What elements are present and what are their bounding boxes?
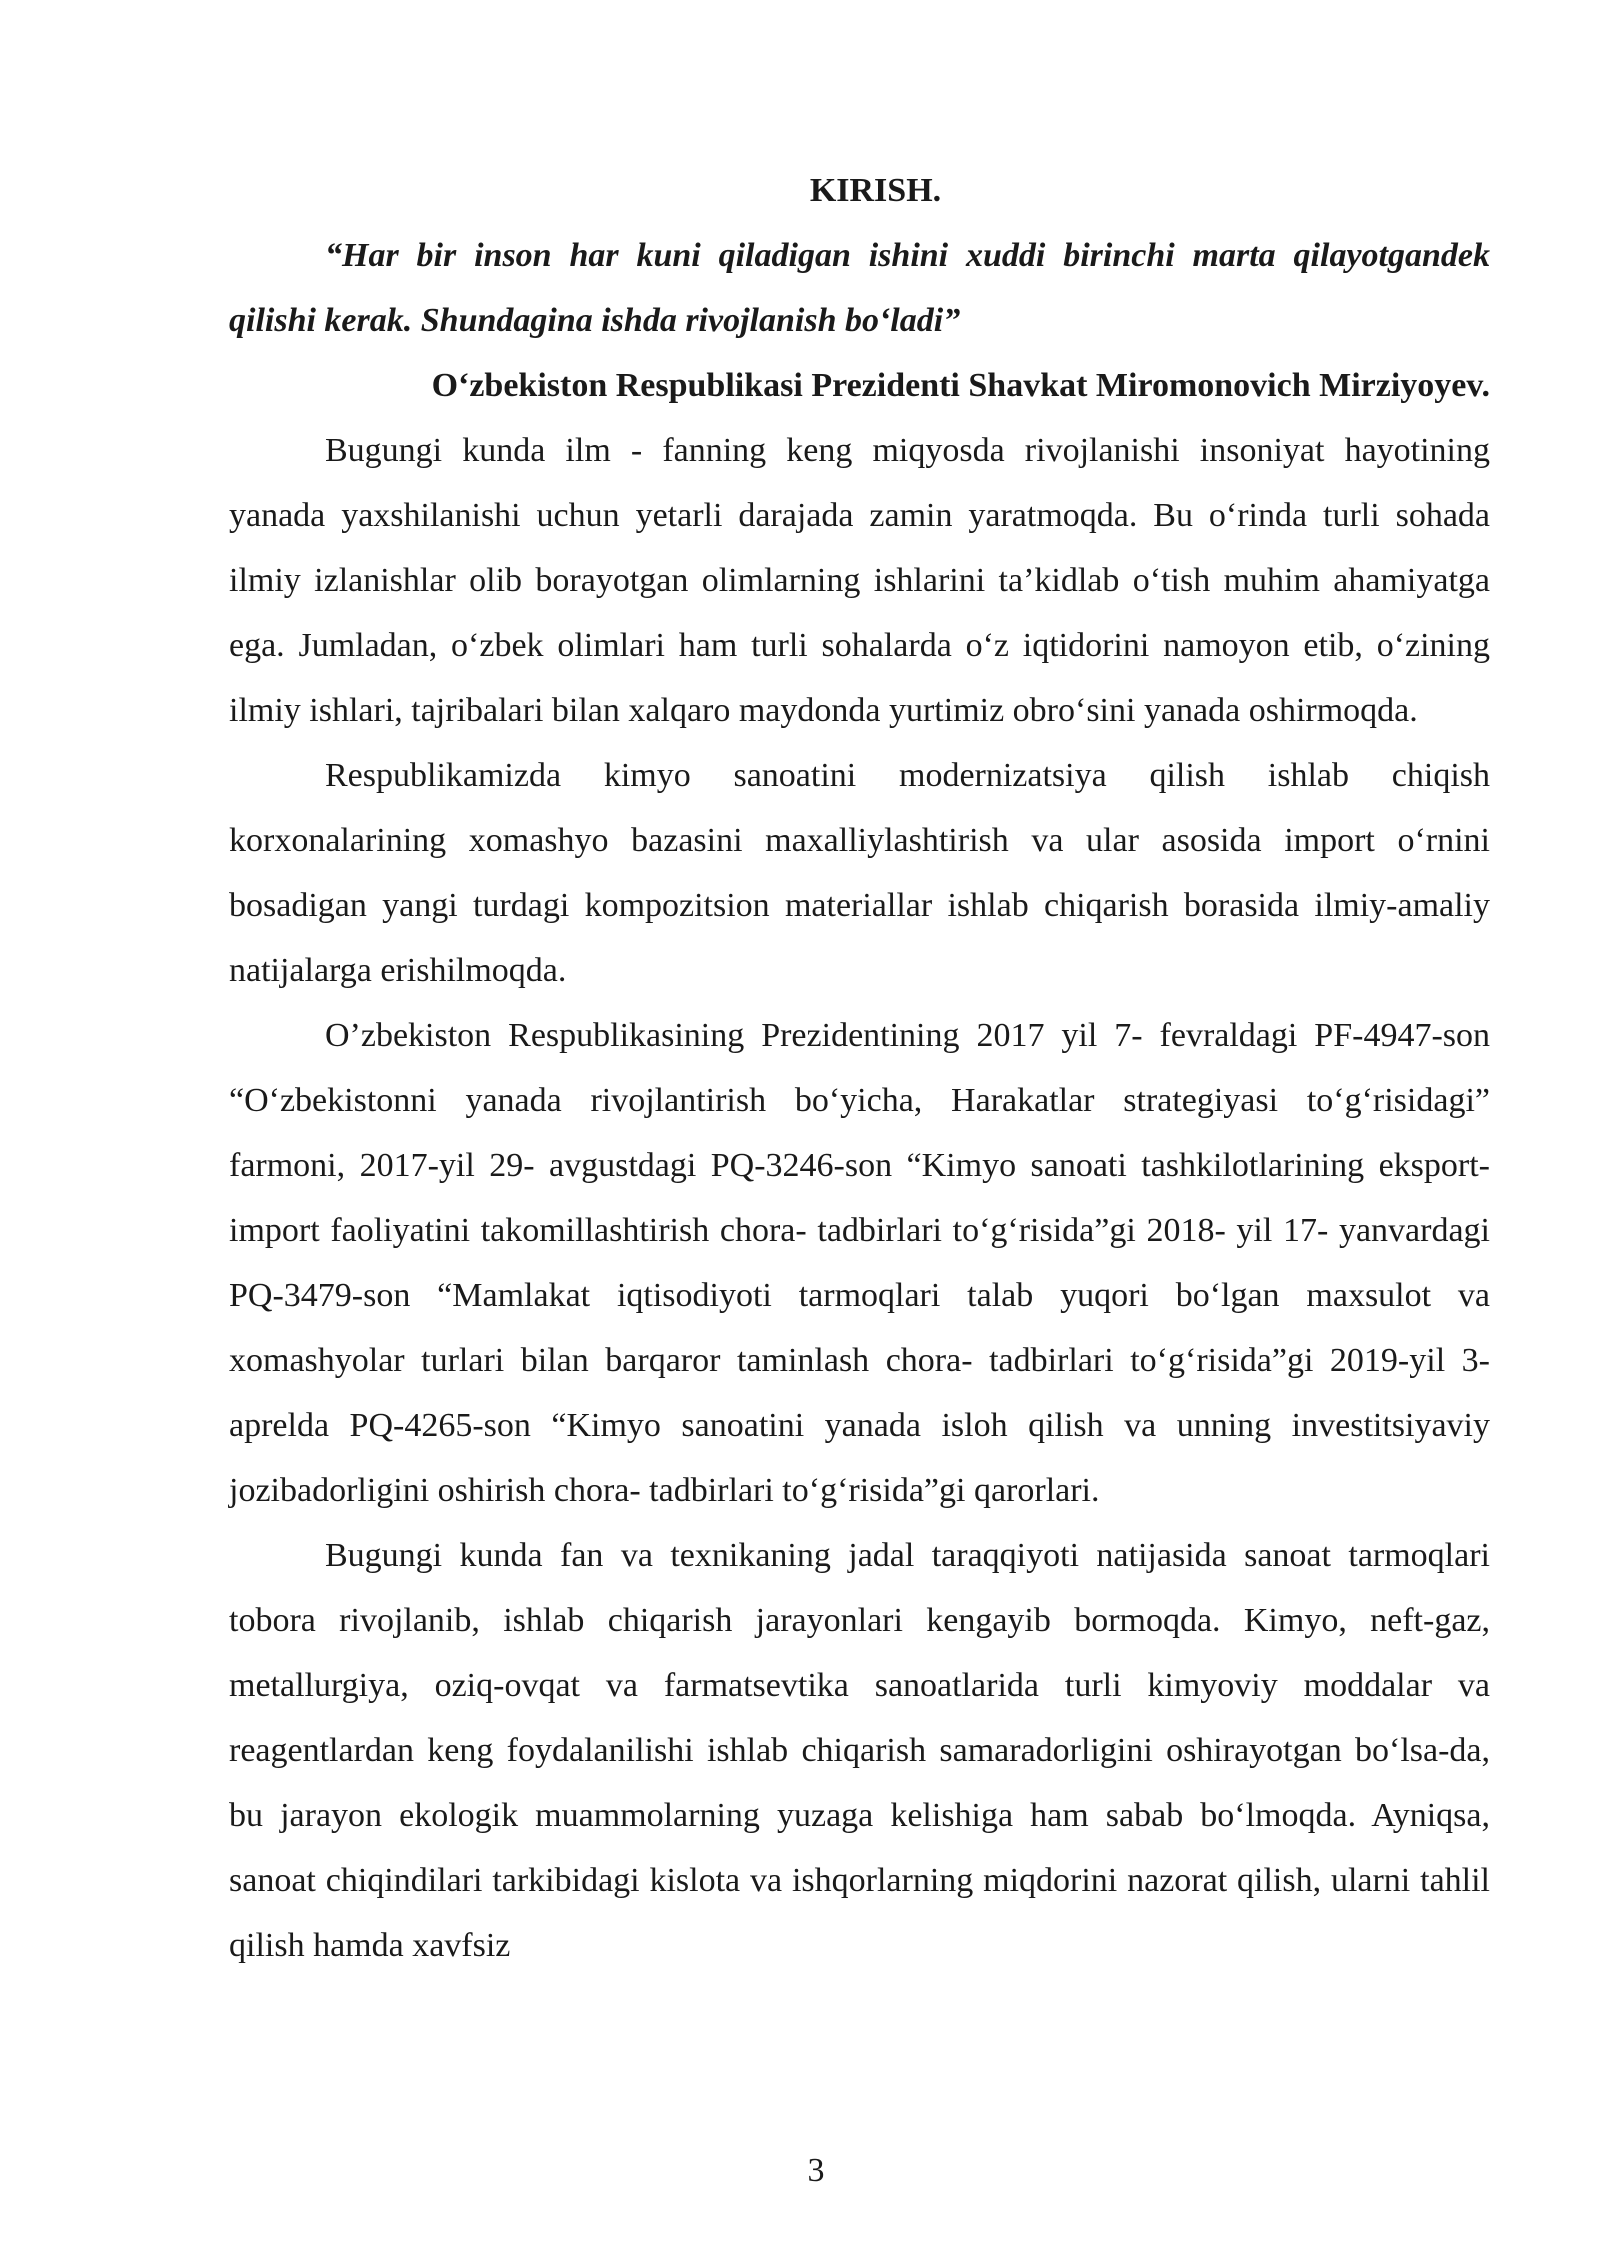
page-body	[229, 158, 1490, 1978]
epigraph-quote: “Har bir inson har kuni qiladigan ishini xuddi birinchi marta qilayotgandek qilishi kerak. Shundagina ishda rivojlanish bo‘ladi”	[229, 237, 1490, 339]
paragraph-4: Bugungi kunda fan va texnikaning jadal taraqqiyoti natijasida sanoat tarmoqlari tobora rivojlanib, ishlab chiqarish jarayonlari kengayib bormoqda. Kimyo, neft-gaz, metallurgiya, oziq-ovqat va farmatsevtika sanoatlarida turli kimyoviy moddalar va reagentlardan keng foydalanilishi ishlab chiqarish samaradorligini oshirayotgan bo‘lsa-da, bu jarayon ekologik muammolarning yuzaga kelishiga ham sabab bo‘lmoqda. Ayniqsa, sanoat chiqindilari tarkibidagi kislota va ishqorlarning miqdorini nazorat qilish, ularni tahlil qilish hamda xavfsiz	[229, 1537, 1490, 1964]
page-number: 3	[807, 2152, 825, 2189]
section-heading: KIRISH.	[809, 172, 942, 209]
paragraph-3: O’zbekiston Respublikasining Prezidentining 2017 yil 7- fevraldagi PF-4947-son “O‘zbekistonni yanada rivojlantirish bo‘yicha, Harakatlar strategiyasi to‘g‘risidagi” farmoni, 2017-yil 29- avgustdagi PQ-3246-son “Kimyo sanoati tashkilotlarining eksport-import faoliyatini takomillashtirish chora- tadbirlari to‘g‘risida”gi 2018- yil 17- yanvardagi PQ-3479-son “Mamlakat iqtisodiyoti tarmoqlari talab yuqori bo‘lgan maxsulot va xomashyolar turlari bilan barqaror taminlash chora- tadbirlari to‘g‘risida”gi 2019-yil 3-aprelda PQ-4265-son “Kimyo sanoatini yanada isloh qilish va unning investitsiyaviy jozibadorligini oshirish chora- tadbirlari to‘g‘risida”gi qarorlari.	[229, 1017, 1490, 1509]
epigraph-author: O‘zbekiston Respublikasi Prezidenti Shavkat Miromonovich Mirziyoyev.	[431, 367, 1490, 404]
paragraph-1: Bugungi kunda ilm - fanning keng miqyosda rivojlanishi insoniyat hayotining yanada yaxshilanishi uchun yetarli darajada zamin yaratmoqda. Bu o‘rinda turli sohada ilmiy izlanishlar olib borayotgan olimlarning ishlarini ta’kidlab o‘tish muhim ahamiyatga ega. Jumladan, o‘zbek olimlari ham turli sohalarda o‘z iqtidorini namoyon etib, o‘zining ilmiy ishlari, tajribalari bilan xalqaro maydonda yurtimiz obro‘sini yanada oshirmoqda.	[229, 432, 1490, 729]
paragraph-2: Respublikamizda kimyo sanoatini modernizatsiya qilish ishlab chiqish korxonalarining xomashyo bazasini maxalliylashtirish va ular asosida import o‘rnini bosadigan yangi turdagi kompozitsion materiallar ishlab chiqarish borasida ilmiy-amaliy natijalarga erishilmoqda.	[229, 757, 1490, 989]
